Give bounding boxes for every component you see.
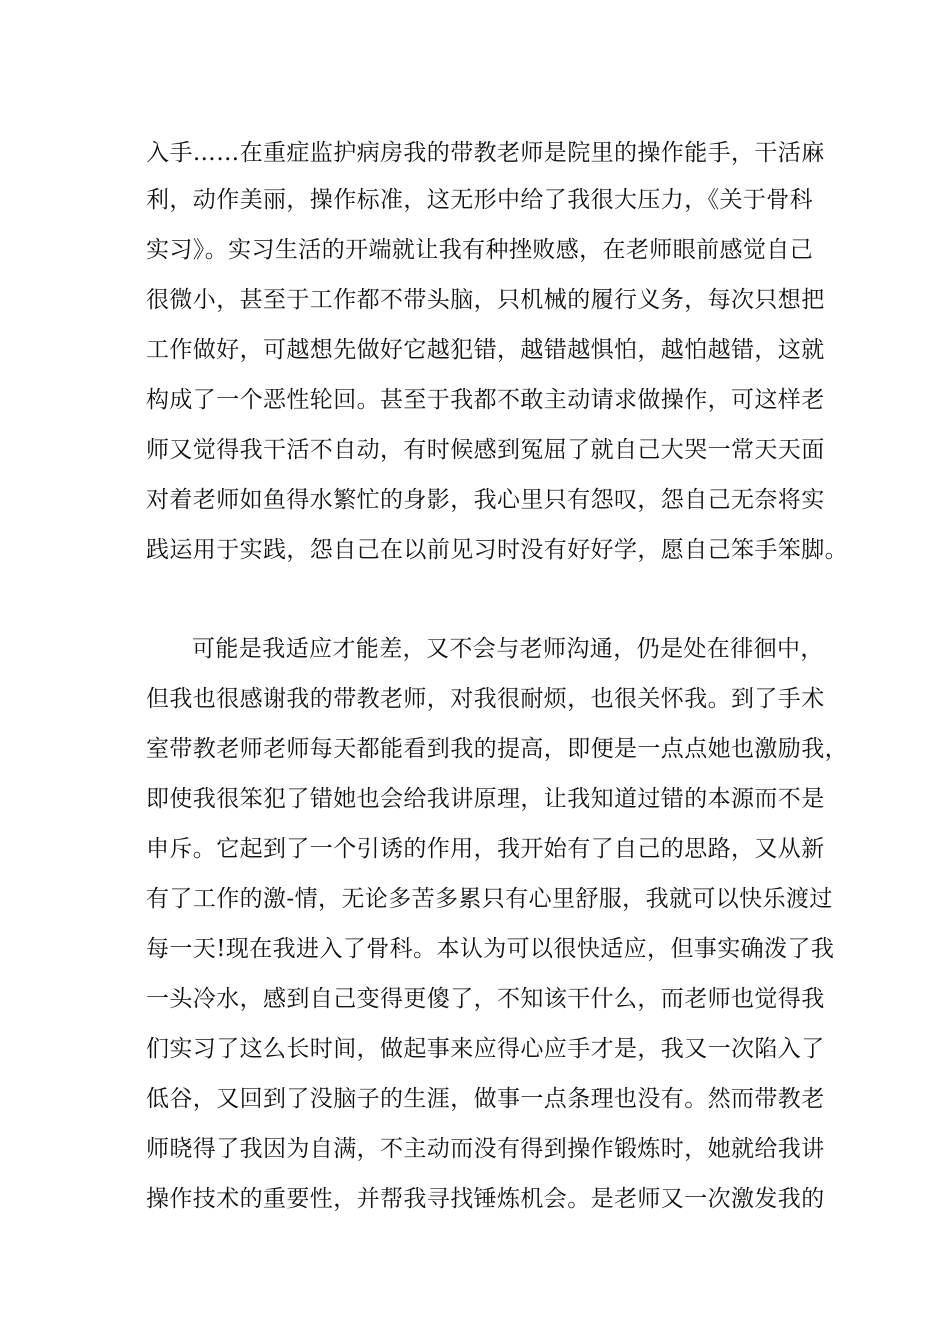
text-line: 构成了一个恶性轮回。甚至于我都不敢主动请求做操作，可这样老 (146, 387, 825, 413)
text-line: 很微小，甚至于工作都不带头脑，只机械的履行义务，每次只想把 (146, 287, 825, 313)
text-line: 工作做好，可越想先做好它越犯错，越错越惧怕，越怕越错，这就 (146, 337, 825, 363)
text-line: 对着老师如鱼得水繁忙的身影，我心里只有怨叹，怨自己无奈将实 (146, 487, 825, 513)
text-line: 利，动作美丽，操作标准，这无形中给了我很大压力，《关于骨科 (146, 187, 814, 213)
text-line: 低谷，又回到了没脑子的生涯，做事一点条理也没有。然而带教老 (146, 1086, 825, 1112)
text-line: 有了工作的激-情，无论多苦多累只有心里舒服，我就可以快乐渡过 (146, 886, 833, 912)
text-line: 每一天!现在我进入了骨科。本认为可以很快适应，但事实确泼了我 (146, 936, 835, 962)
text-line: 室带教老师老师每天都能看到我的提高，即便是一点点她也激励我， (146, 736, 848, 762)
text-line: 实习》。实习生活的开端就让我有种挫败感，在老师眼前感觉自己 (146, 237, 814, 263)
text-line: 们实习了这么长时间，做起事来应得心应手才是，我又一次陷入了 (146, 1036, 825, 1062)
text-line: 践运用于实践，怨自己在以前见习时没有好好学，愿自己笨手笨脚。 (146, 537, 848, 563)
text-line: 操作技术的重要性，并帮我寻找锤炼机会。是老师又一次激发我的 (146, 1186, 825, 1212)
text-line: 即使我很笨犯了错她也会给我讲原理，让我知道过错的本源而不是 (146, 786, 825, 812)
text-line: 一头冷水，感到自己变得更傻了，不知该干什么，而老师也觉得我 (146, 986, 825, 1012)
text-line: 师晓得了我因为自满，不主动而没有得到操作锻炼时，她就给我讲 (146, 1136, 825, 1162)
text-line: 师又觉得我干活不自动，有时候感到冤屈了就自己大哭一常天天面 (146, 437, 825, 463)
text-line: 申斥。它起到了一个引诱的作用，我开始有了自己的思路，又从新 (146, 836, 825, 862)
text-line: 可能是我适应才能差，又不会与老师沟通，仍是处在徘徊中， (192, 636, 824, 662)
text-line: 但我也很感谢我的带教老师，对我很耐烦，也很关怀我。到了手术 (146, 686, 825, 712)
text-line: 入手……在重症监护病房我的带教老师是院里的操作能手，干活麻 (146, 140, 825, 166)
